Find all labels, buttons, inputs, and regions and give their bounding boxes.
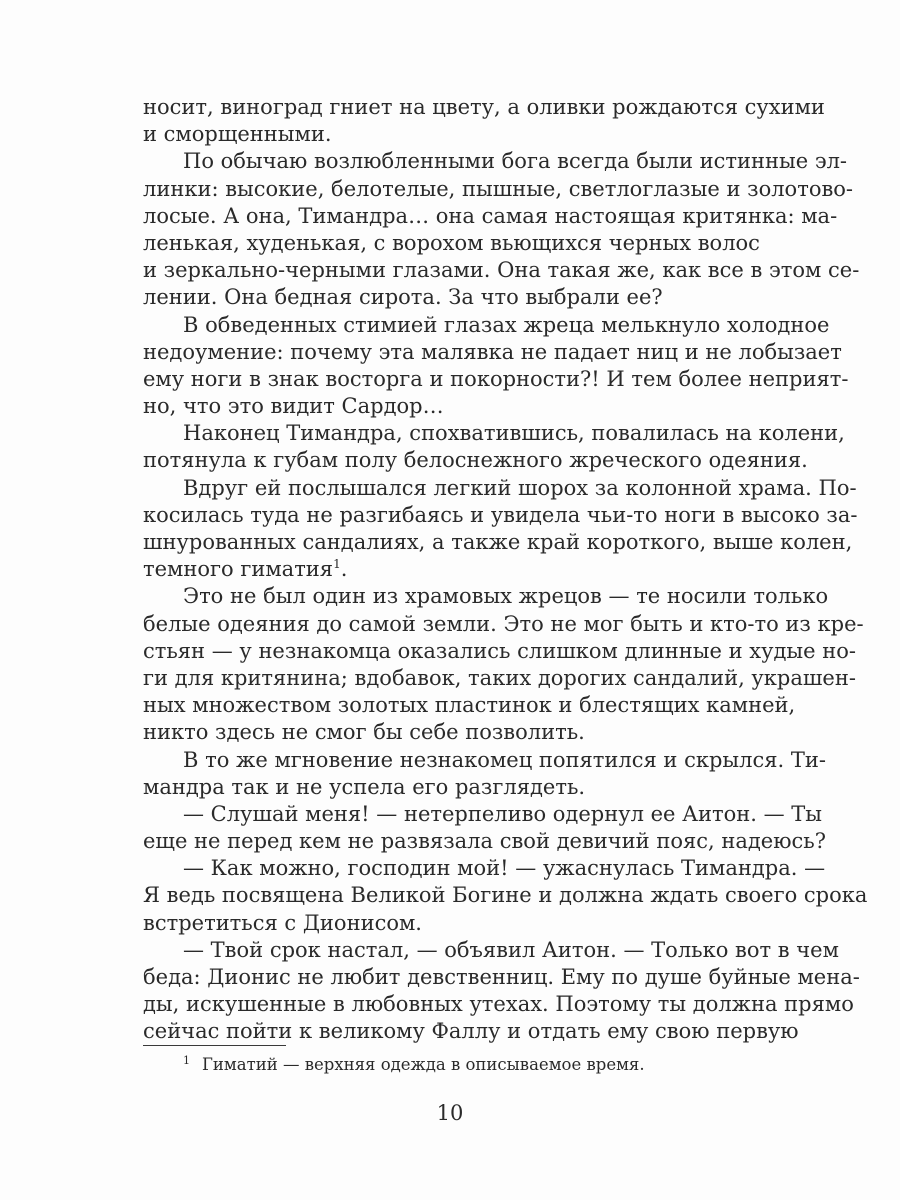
text-line: лении. Она бедная сирота. За что выбрали ее?	[143, 285, 663, 310]
text-line: ных множеством золотых пластинок и блестящих камней,	[143, 693, 796, 718]
text-line: беда: Дионис не любит девственниц. Ему по душе буйные мена-	[143, 965, 860, 989]
text-line: косилась туда не разгибаясь и увидела чьи-то ноги в высоко за-	[143, 502, 858, 527]
text-line: В то же мгновение незнакомец попятился и скрылся. Ти-	[183, 747, 826, 772]
text-line: Вдруг ей послышался легкий шорох за колонной храма. По-	[183, 475, 857, 500]
text-line: и сморщенными.	[143, 122, 332, 147]
text-fragment: .	[340, 557, 348, 582]
text-line: встретиться с Дионисом.	[143, 910, 422, 935]
text-fragment: темного гиматия	[143, 557, 334, 582]
text-line: В обведенных стимией глазах жреца мелькнуло холодное	[183, 312, 830, 337]
text-line: потянула к губам полу белоснежного жреческого одеяния.	[143, 448, 808, 473]
text-line: и зеркально-черными глазами. Она такая же, как все в этом се-	[143, 258, 860, 283]
text-line: Я ведь посвящена Великой Богине и должна ждать своего срока	[143, 883, 868, 908]
text-line: — Слушай меня! — нетерпеливо одернул ее Аитон. — Ты	[183, 801, 823, 826]
footnote-text: Гиматий — верхняя одежда в описываемое время.	[202, 1055, 645, 1074]
text-line: — Твой срок настал, — объявил Аитон. — Только вот в чем	[183, 937, 839, 962]
text-line: белые одеяния до самой земли. Это не мог быть и кто-то из кре-	[143, 611, 864, 636]
text-line: Наконец Тимандра, спохватившись, повалилась на колени,	[183, 421, 845, 446]
text-line: лосые. А она, Тимандра… она самая настоящая критянка: ма-	[143, 203, 838, 228]
text-line: недоумение: почему эта малявка не падает ниц и не лобызает	[143, 339, 842, 364]
text-line: мандра так и не успела его разглядеть.	[143, 774, 586, 799]
text-line: носит, виноград гниет на цвету, а оливки рождаются сухими	[143, 95, 825, 119]
text-line: шнурованных сандалиях, а также край короткого, выше колен,	[143, 530, 853, 554]
footnote-mark: 1	[183, 1053, 190, 1067]
text-line: По обычаю возлюбленными бога всегда были истинные эл-	[183, 149, 848, 174]
text-line: еще не перед кем не развязала свой девичий пояс, надеюсь?	[143, 829, 826, 854]
footnote	[183, 1054, 743, 1076]
text-line: ему ноги в знак восторга и покорности?! И тем более неприят-	[143, 366, 849, 391]
text-line: стьян — у незнакомца оказались слишком длинные и худые но-	[143, 638, 856, 663]
text-line: ги для критянина; вдобавок, таких дорогих сандалий, украшен-	[143, 665, 856, 690]
text-line: линки: высокие, белотелые, пышные, светлоглазые и золотово-	[143, 176, 854, 201]
page-number: 10	[436, 1101, 464, 1125]
text-line: ленькая, худенькая, с ворохом вьющихся черных волос	[143, 230, 760, 255]
main-text	[143, 94, 868, 1046]
text-line: сейчас пойти к великому Фаллу и отдать ему свою первую	[143, 1019, 799, 1044]
text-line: никто здесь не смог бы себе позволить.	[143, 720, 585, 745]
text-line: но, что это видит Сардор…	[143, 394, 444, 419]
footnote-divider	[143, 1045, 286, 1046]
text-line: ды, искушенные в любовных утехах. Поэтому ты должна прямо	[143, 992, 854, 1017]
text-line-with-footnote	[143, 556, 757, 583]
footnote-reference: 1	[333, 557, 341, 572]
text-line: — Как можно, господин мой! — ужаснулась Тимандра. —	[183, 856, 826, 881]
text-line: Это не был один из храмовых жрецов — те носили только	[183, 584, 829, 609]
